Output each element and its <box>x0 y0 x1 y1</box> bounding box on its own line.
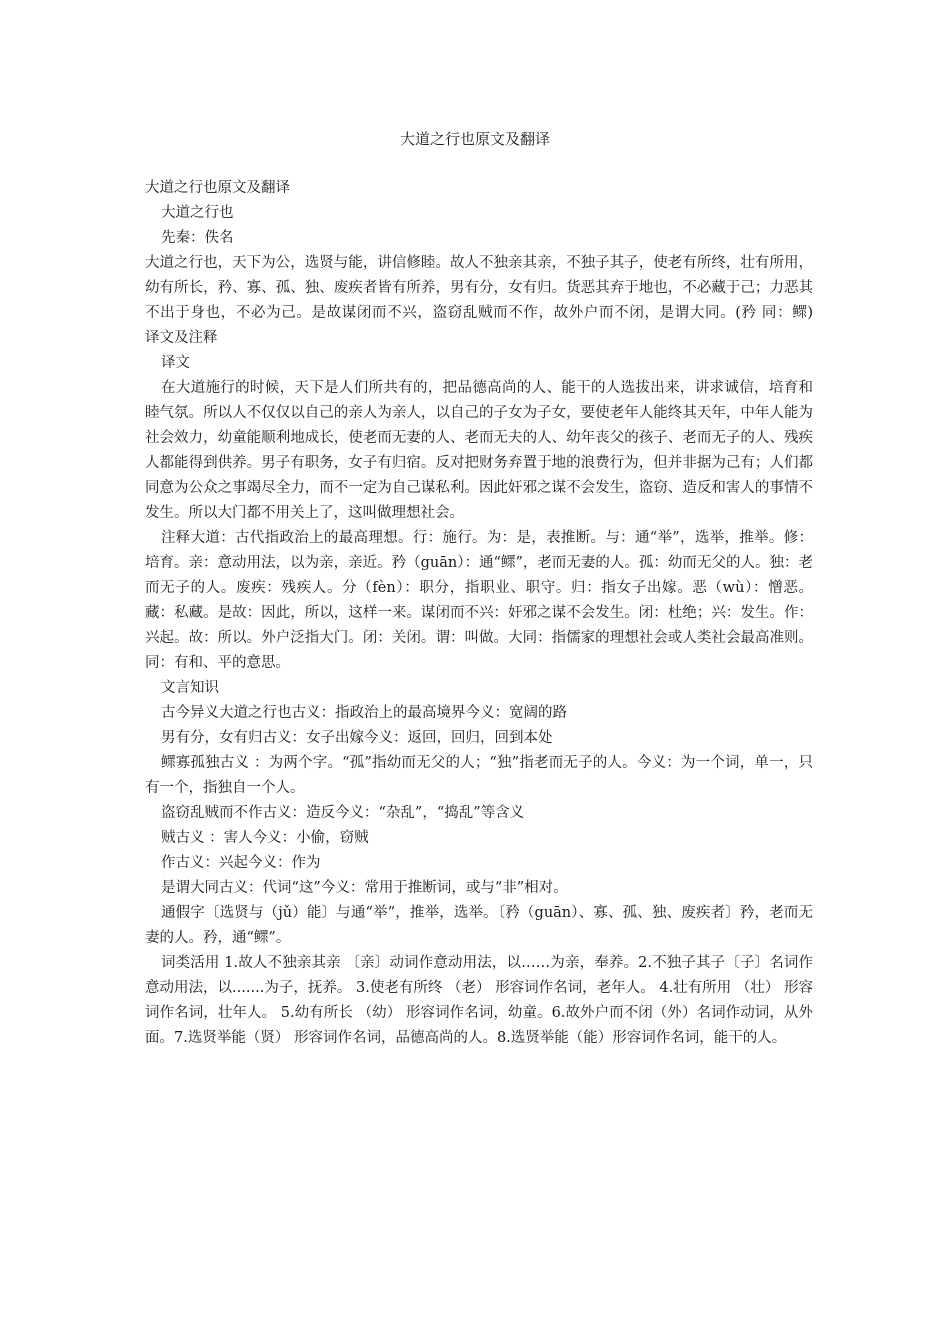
knowledge-item: 盗窃乱贼而不作古义：造反今义：“杂乱”，“捣乱”等含义 <box>161 805 525 821</box>
original-text: 大道之行也，天下为公，选贤与能，讲信修睦。故人不独亲其亲，不独子其子，使老有所终，壮有所用，幼有所长，矜、寡、孤、独、废疾者皆有所养，男有分，女有归。货恶其弃于地也，不必藏于己；力恶其不出于身也，不必为己。是故谋闭而不兴，盗窃乱贼而不作，故外户而不闭，是谓大同。(矜 同：鳏) 译文及注释 <box>145 255 828 346</box>
knowledge-item: 古今异义大道之行也古义：指政治上的最高境界今义：宽阔的路 <box>161 705 567 721</box>
document-title: 大道之行也原文及翻译 <box>399 130 550 148</box>
knowledge-item: 鳏寡孤独古义 ：为两个字。“孤”指幼而无父的人；“独”指老而无子的人。今义：为一个词，单一，只有一个，指独自一个人。 <box>145 755 813 796</box>
poem-title: 大道之行也 <box>161 205 234 221</box>
poem-author: 先秦：佚名 <box>161 230 234 246</box>
loan-characters-paragraph: 通假字〔选贤与（jǔ）能〕与通“举”，推举，选举。〔矜（guān）、寡、孤、独、废疾者〕矜，老而无妻的人。矜，通“鳏”。 <box>145 905 813 946</box>
word-class-usage-paragraph: 词类活用 1.故人不独亲其亲 〔亲〕动词作意动用法，以……为亲，奉养。2.不独子其子〔子〕名词作意动用法，以.......为子，抚养。 3.使老有所终 （老） 形容词作名词，老年人。 4.壮有所用 （壮） 形容词作名词，壮年人。 5.幼有所长 （幼） 形容词作名词，幼童。6.故外户而不闭（外）名词作动词，从外面。7.选贤举能（贤） 形容词作名词，品德高尚的人。8.选贤举能（能）形容词作名词，能干的人。 <box>145 955 813 1046</box>
translation-paragraph: 在大道施行的时候，天下是人们所共有的，把品德高尚的人、能干的人选拔出来，讲求诚信，培育和睦气氛。所以人不仅仅以自己的亲人为亲人，以自己的子女为子女，要使老年人能终其天年，中年人能为社会效力，幼童能顺利地成长，使老而无妻的人、老而无夫的人、幼年丧父的孩子、老而无子的人、残疾人都能得到供养。男子有职务，女子有归宿。反对把财务弃置于地的浪费行为，但并非据为己有；人们都同意为公众之事竭尽全力，而不一定为自己谋私利。因此奸邪之谋不会发生，盗窃、造反和害人的事情不发生。所以大门都不用关上了，这叫做理想社会。 <box>145 380 813 521</box>
knowledge-item: 男有分，女有归古义：女子出嫁今义：返回，回归，回到本处 <box>161 730 553 746</box>
section-heading-translation: 译文 <box>161 355 190 371</box>
body-heading: 大道之行也原文及翻译 <box>145 180 290 196</box>
document-body <box>145 176 828 1051</box>
knowledge-item: 是谓大同古义：代词“这”今义：常用于推断词，或与“非”相对。 <box>161 880 568 896</box>
knowledge-item: 贼古义 ：害人今义：小偷，窃贼 <box>161 830 369 846</box>
notes-paragraph: 注释大道：古代指政治上的最高理想。行：施行。为：是，表推断。与：通“举”，选举，推举。修：培育。亲：意动用法，以为亲，亲近。矜（guān）：通“鳏”，老而无妻的人。孤：幼而无父的人。独：老而无子的人。废疾：残疾人。分（fèn）：职分，指职业、职守。归：指女子出嫁。恶（wù）：憎恶。藏：私藏。是故：因此，所以，这样一来。谋闭而不兴：奸邪之谋不会发生。闭：杜绝；兴：发生。作：兴起。故：所以。外户泛指大门。闭：关闭。谓：叫做。大同：指儒家的理想社会或人类社会最高准则。同：有和、平的意思。 <box>145 530 813 671</box>
section-heading-knowledge: 文言知识 <box>161 680 219 696</box>
knowledge-item: 作古义：兴起今义：作为 <box>161 855 321 871</box>
